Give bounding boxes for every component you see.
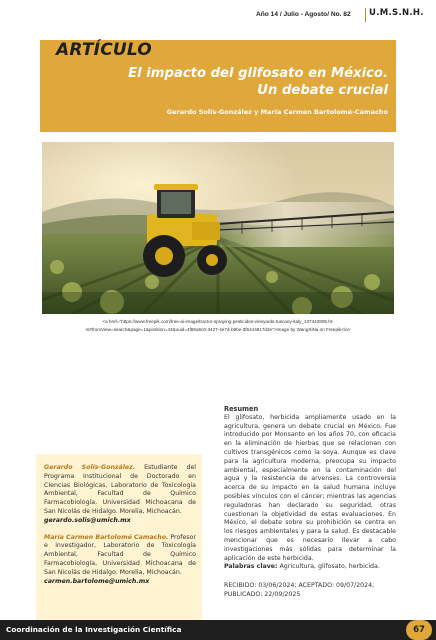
- author-affiliation-1: Estudiante del Programa Institucional de Doctorado en Ciencias Biológicas, Laboratorio de Toxicología Ambiental, Facultad de Químico Farmacobiología, Universidad Michoacana de San Nicolás de Hidalgo. Morelia, Michoacán.: [44, 464, 196, 515]
- article-authors: Gerardo Solís-González y María Carmen Bartolomé-Camacho: [166, 108, 388, 116]
- section-label: ARTÍCULO: [56, 40, 152, 60]
- abstract-heading: Resumen: [224, 405, 259, 413]
- institution-name: U.M.S.N.H.: [369, 8, 424, 18]
- page-number: 67: [406, 620, 432, 640]
- image-credit-line1: <a href="https://www.freepik.com/free-ai-image/tractor-spraying-pesticides-vineyards-tuscany-italy_137442805.ht-: [102, 319, 334, 324]
- header-divider: [365, 8, 366, 22]
- page-footer: [0, 620, 436, 640]
- abstract-column: [224, 405, 396, 600]
- keywords: [224, 563, 396, 572]
- abstract-body: El glifosato, herbicida ampliamente usado en la agricultura, genera un debate crucial en México. Fue introducido por Monsanto en los años 70, con eficacia en la eliminación de hierbas que se relacionan con cultivos transgénicos como la soya. Aunque es clave para la agricultura moderna, preocupa su impacto ambiental, especialmente en la contaminación del agua y la resistencia de arvenses. La controversia acerca de su impacto en la salud humana incluye posibles vínculos con el cáncer; mientras las agencias reguladoras han declarado su seguridad, otras cuestionan la objetividad de estas evaluaciones. En México, el debate sobre su prohibición se centra en los riesgos ambientales y para la salud. Es destacable mencionar que es necesario llevar a cabo investigaciones más sólidas para determinar la aplicación de este herbicida.: [224, 413, 396, 562]
- tractor-spraying-field-photo: [42, 142, 394, 314]
- author-name-2: María Carmen Bartolomé Camacho.: [44, 533, 169, 541]
- article-title-line2: Un debate crucial: [257, 83, 388, 98]
- article-title-line1: El impacto del glifosato en México.: [128, 66, 388, 81]
- author-name-1: Gerardo Solís-González.: [44, 464, 136, 471]
- author-bios-box: [36, 454, 202, 624]
- author-email-1[interactable]: gerardo.solis@umich.mx: [44, 516, 131, 524]
- issue-info: Año 14 / Julio - Agosto/ No. 82: [256, 11, 351, 18]
- author-email-2[interactable]: carmen.bartolome@umich.mx: [44, 577, 150, 585]
- image-credit-line2: m#fromView=search&page=1&position=43&uuid=4f89a6c0-3427-4e7d-b9be-3f6444817d2e">Image by WangXiNa on Freepik</a>: [85, 327, 351, 332]
- page-header: [0, 0, 436, 24]
- author-bio-1: [44, 464, 196, 517]
- article-dates: RECIBIDO: 03/06/2024; ACEPTADO: 09/07/2024; PUBLICADO: 22/09/2025: [224, 582, 375, 598]
- keywords-label: Palabras clave:: [224, 563, 278, 571]
- image-credit: [42, 318, 394, 334]
- keywords-text: Agricultura, glifosato, herbicida.: [277, 563, 380, 571]
- footer-text: Coordinación de la Investigación Científica: [6, 625, 182, 634]
- photo-illustration: [42, 142, 394, 314]
- author-affiliation-2: Profesor e investigador, Laboratorio de Toxicología Ambiental, Facultad de Químico Farmacobiología, Universidad Michoacana de San Nicolás de Hidalgo. Morelia, Michoacán.: [44, 533, 196, 576]
- author-bio-2: [44, 534, 196, 578]
- article-banner: [40, 40, 396, 132]
